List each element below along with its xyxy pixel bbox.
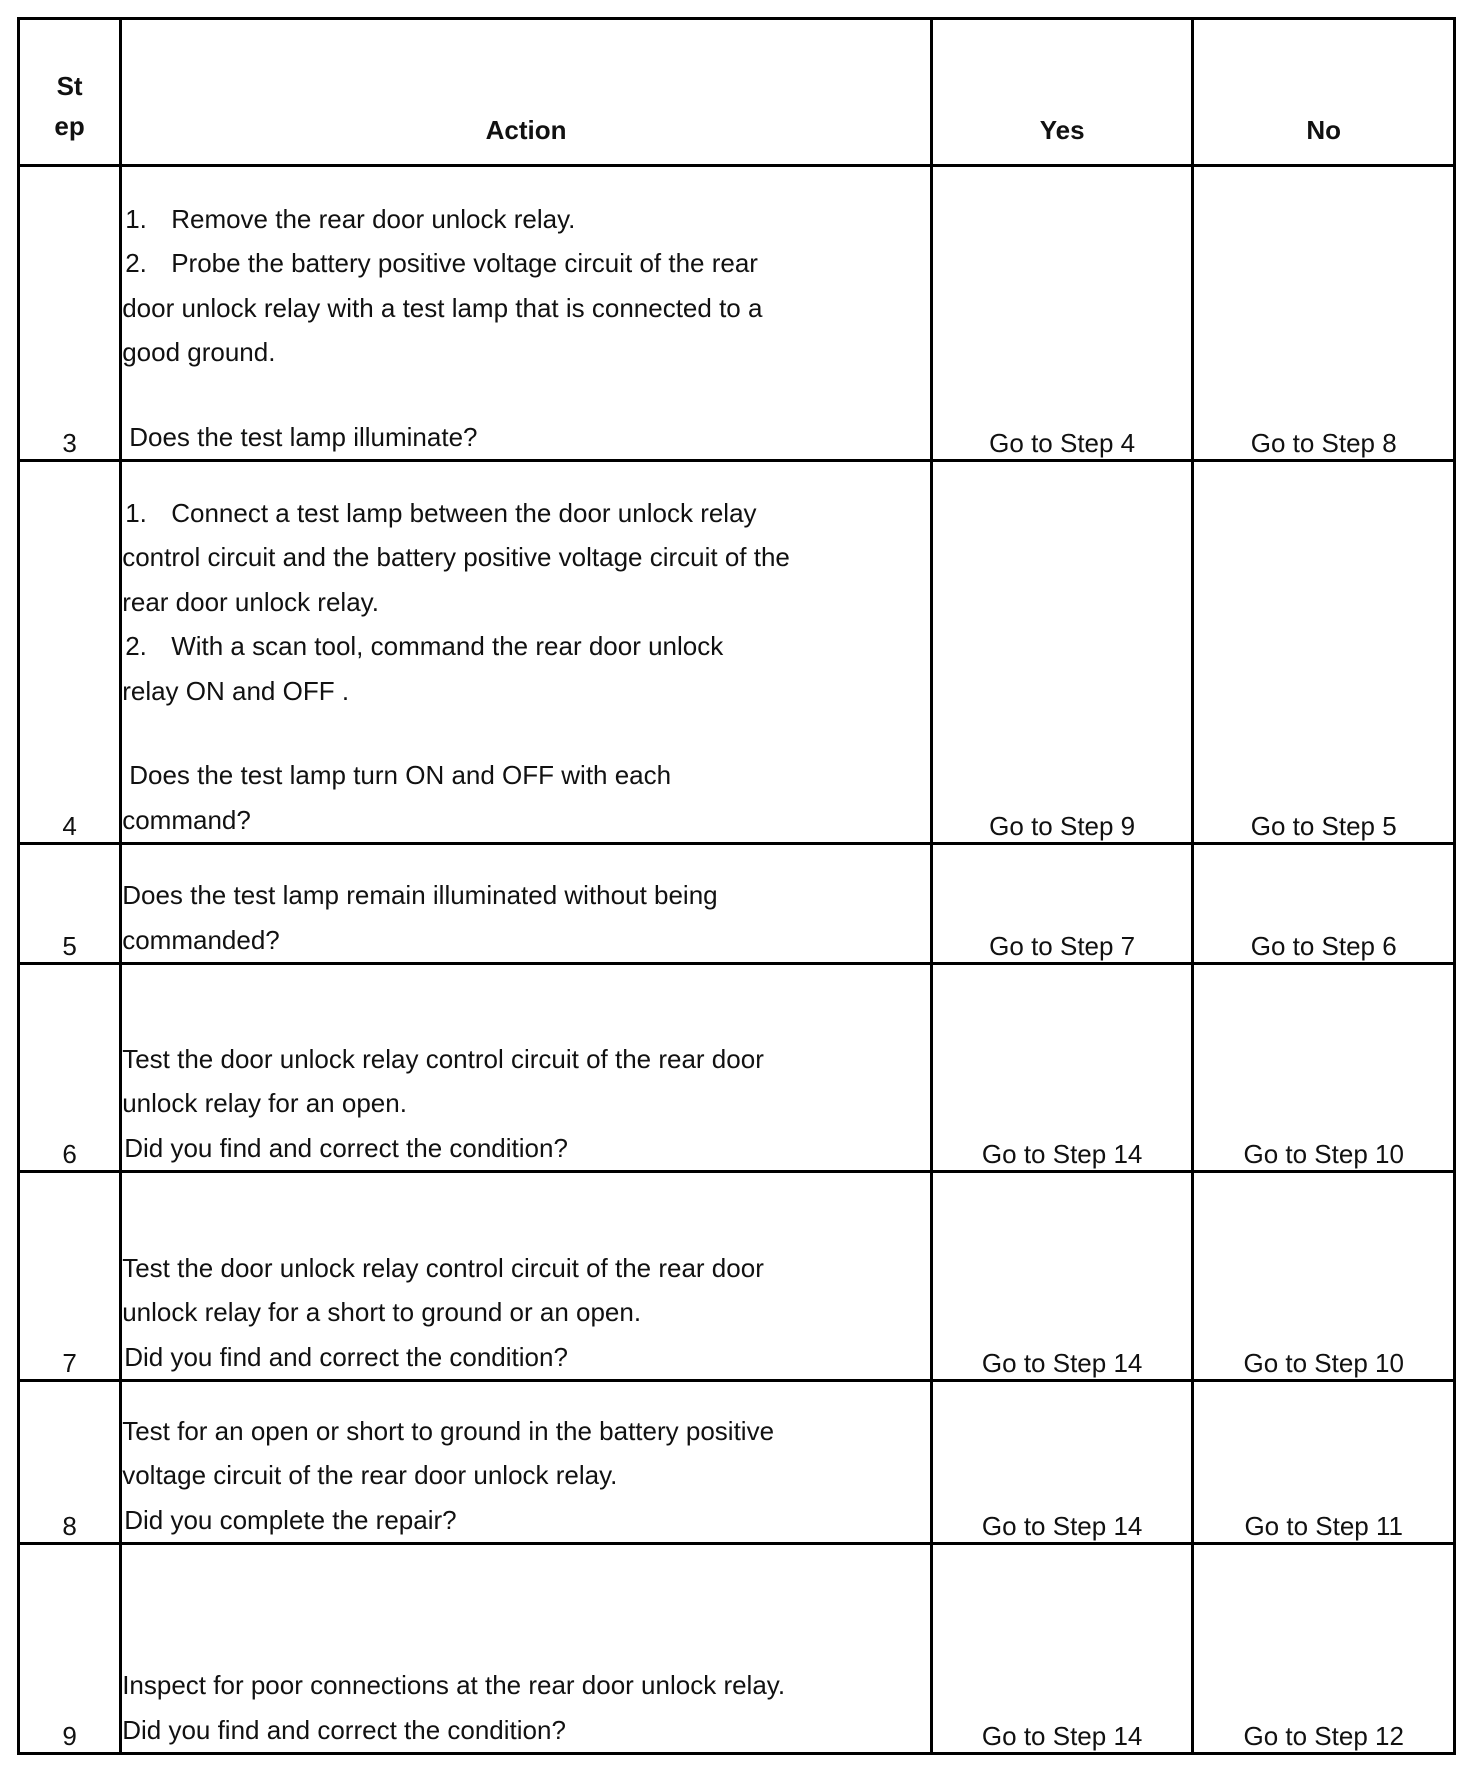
action-question: Did you find and correct the condition? <box>124 1132 568 1163</box>
header-yes: Yes <box>931 19 1193 166</box>
yes-cell: Go to Step 7 <box>931 844 1193 964</box>
action-question: Did you complete the repair? <box>124 1504 457 1535</box>
action-cell <box>121 1544 932 1754</box>
diagnostic-table <box>17 17 1456 1755</box>
action-cell <box>121 166 932 461</box>
table-row <box>19 1544 1455 1754</box>
table-row <box>19 166 1455 461</box>
item-text: Remove the rear door unlock relay. <box>171 203 576 234</box>
item-text: Probe the battery positive voltage circuit of the rear <box>171 248 758 278</box>
item-number: 1. <box>125 497 147 528</box>
action-cell <box>121 1381 932 1544</box>
action-question: Does the test lamp illuminate? <box>129 421 478 452</box>
header-action: Action <box>121 19 932 166</box>
action-line: good ground. <box>122 337 276 367</box>
action-line: door unlock relay with a test lamp that is connected to a <box>122 292 763 323</box>
spacer <box>122 375 930 415</box>
item-number: 2. <box>125 248 147 278</box>
action-line: Does the test lamp remain illuminated without being <box>122 880 718 910</box>
yes-cell: Go to Step 14 <box>931 964 1193 1172</box>
table-row <box>19 461 1455 844</box>
no-cell: Go to Step 11 <box>1193 1381 1455 1544</box>
action-line: unlock relay for an open. <box>122 1088 407 1118</box>
no-cell: Go to Step 10 <box>1193 964 1455 1172</box>
action-line: commanded? <box>122 924 280 955</box>
header-step <box>19 19 121 166</box>
header-step-line2: ep <box>54 111 85 141</box>
action-line: Inspect for poor connections at the rear door unlock relay. <box>122 1670 786 1700</box>
action-cell <box>121 964 932 1172</box>
header-no: No <box>1193 19 1455 166</box>
action-question: Did you find and correct the condition? <box>124 1341 568 1372</box>
yes-cell: Go to Step 14 <box>931 1172 1193 1381</box>
step-number: 6 <box>19 964 121 1172</box>
step-number: 8 <box>19 1381 121 1544</box>
table-row <box>19 844 1455 964</box>
no-cell: Go to Step 12 <box>1193 1544 1455 1754</box>
table-row <box>19 1172 1455 1381</box>
step-number: 3 <box>19 166 121 461</box>
spacer <box>122 713 930 753</box>
action-cell <box>121 1172 932 1381</box>
table-row <box>19 964 1455 1172</box>
action-question: Does the test lamp turn ON and OFF with each <box>129 760 672 790</box>
action-line: Test the door unlock relay control circuit of the rear door <box>122 1043 764 1074</box>
action-line: unlock relay for a short to ground or an open. <box>122 1297 642 1327</box>
action-question-cont: command? <box>122 804 251 835</box>
step-number: 4 <box>19 461 121 844</box>
header-row <box>19 19 1455 166</box>
yes-cell: Go to Step 14 <box>931 1381 1193 1544</box>
action-line <box>122 491 930 536</box>
action-line: Test the door unlock relay control circuit of the rear door <box>122 1252 764 1283</box>
no-cell: Go to Step 10 <box>1193 1172 1455 1381</box>
no-cell: Go to Step 5 <box>1193 461 1455 844</box>
step-number: 5 <box>19 844 121 964</box>
item-text: Connect a test lamp between the door unlock relay <box>171 497 757 528</box>
action-line <box>122 241 930 286</box>
no-cell: Go to Step 8 <box>1193 166 1455 461</box>
yes-cell: Go to Step 9 <box>931 461 1193 844</box>
action-line <box>122 624 930 669</box>
table-row <box>19 1381 1455 1544</box>
yes-cell: Go to Step 14 <box>931 1544 1193 1754</box>
item-number: 2. <box>125 631 147 661</box>
step-number: 9 <box>19 1544 121 1754</box>
action-line: control circuit and the battery positive voltage circuit of the <box>122 542 790 572</box>
action-question: Did you find and correct the condition? <box>122 1714 566 1745</box>
action-cell <box>121 844 932 964</box>
yes-cell: Go to Step 4 <box>931 166 1193 461</box>
header-step-line1: St <box>56 71 83 101</box>
step-number: 7 <box>19 1172 121 1381</box>
item-number: 1. <box>125 203 147 234</box>
no-cell: Go to Step 6 <box>1193 844 1455 964</box>
action-line <box>122 197 930 242</box>
action-line: Test for an open or short to ground in the battery positive <box>122 1415 775 1446</box>
action-line: voltage circuit of the rear door unlock relay. <box>122 1460 618 1490</box>
action-line: rear door unlock relay. <box>122 586 379 617</box>
action-cell <box>121 461 932 844</box>
item-text: With a scan tool, command the rear door unlock <box>171 631 724 661</box>
action-line: relay ON and OFF . <box>122 675 350 706</box>
